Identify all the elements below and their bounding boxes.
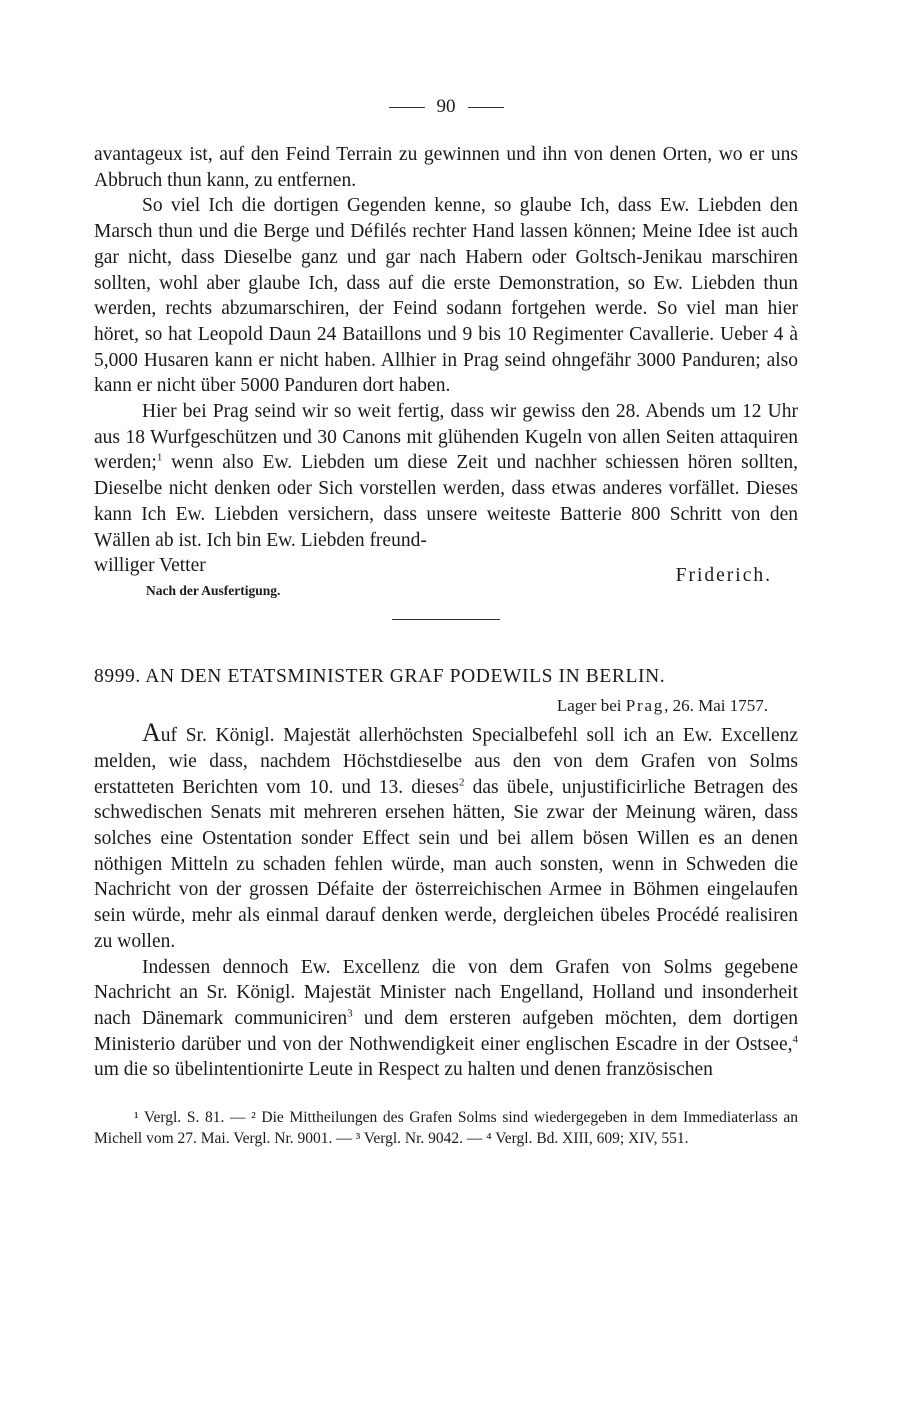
book-page — [94, 92, 798, 1149]
closing-block — [94, 553, 798, 605]
footnote-ref-2: 2 — [458, 776, 465, 789]
signature: Friderich. — [675, 565, 772, 587]
letter-paragraph-1-text-b: das übele, unjustificirliche Betragen des schwedischen Senats mit mehreren ersehen hätten, Sie zwar der Meinung wären, dass solches eine Ostentation sonder Effect sein und bei allem bösen Willen es an denen nöthigen Mitteln zu schaden fehlen würde, man auch sonsten, wenn in Schweden die Nachricht von der grossen Défaite der österreichischen Armee in Böhmen eingelaufen sein würde, mehr als einmal darauf denken werde, dergleichen übeles Procédé realisiren zu wollen. — [94, 776, 798, 952]
footnotes — [94, 1107, 798, 1149]
closing-text: williger Vetter — [94, 555, 206, 577]
footnote-ref-1: 1 — [156, 451, 163, 464]
dateline-prefix: Lager bei — [556, 696, 626, 716]
letter-paragraph-2-text-a: Indessen dennoch Ew. Excellenz die von dem Grafen von Solms gegebene Nachricht an Sr. Königl. Majestät Minister nach Engelland, Holland und insonderheit nach Dänemark communiciren — [94, 956, 798, 1029]
paragraph-3 — [94, 399, 798, 553]
letter-paragraph-2-text-c: um die so übelintentionirte Leute in Respect zu halten und denen französischen — [94, 1059, 713, 1081]
section-divider — [392, 619, 500, 620]
letter-heading: 8999. AN DEN ETATSMINISTER GRAF PODEWILS IN BERLIN. — [94, 666, 666, 688]
letter-paragraph-2-text-b: und dem ersteren aufgeben möchten, dem dortigen Ministerio darüber und von der Nothwendigkeit einer englischen Escadre in der Ostsee, — [94, 1007, 798, 1055]
footnote-ref-4: 4 — [792, 1033, 798, 1046]
page-number: 90 — [436, 96, 456, 117]
paragraph-2: So viel Ich die dortigen Gegenden kenne, so glaube Ich, dass Ew. Liebden den Marsch thun und die Berge und Défilés rechter Hand lassen können; Meine Idee ist auch gar nicht, dass Dieselbe ganz und gar nach Habern oder Goltsch-Jenikau marschiren sollten, wohl aber glaube Ich, dass auf die erste Demonstration, so Ew. Liebden thun werden, rechts abzumarschiren, der Feind sodann fortgehen werde. So viel man hier höret, so hat Leopold Daun 24 Bataillons und 9 bis 10 Regimenter Cavallerie. Ueber 4 à 5,000 Husaren kann er nicht haben. Allhier in Prag seind ohngefähr 3000 Panduren; also kann er nicht über 5000 Panduren dort haben. — [94, 195, 798, 397]
header-dash-right — [468, 107, 504, 108]
footnote-ref-3: 3 — [347, 1007, 353, 1020]
footnote-text: ¹ Vergl. S. 81. — ² Die Mittheilungen des Grafen Solms sind wiedergegeben in dem Immediaterlass an Michell vom 27. Mai. Vergl. Nr. 9001. — ³ Vergl. Nr. 9042. — ⁴ Vergl. Bd. XIII, 609; XIV, 551. — [94, 1109, 798, 1148]
letter-paragraph-1 — [94, 720, 798, 954]
dateline-date: , 26. Mai 1757. — [664, 696, 768, 716]
dateline-place: Prag — [625, 696, 665, 716]
source-note: Nach der Ausfertigung. — [146, 583, 281, 599]
header-dash-left — [389, 107, 425, 108]
drop-cap: A — [142, 718, 161, 748]
letter-dateline — [94, 696, 798, 716]
page-number-header — [94, 92, 798, 122]
letter-continuation — [94, 142, 798, 605]
paragraph-1: avantageux ist, auf den Feind Terrain zu gewinnen und ihn von denen Orten, wo er uns Abbruch thun kann, zu entfernen. — [94, 144, 798, 191]
letter-paragraph-2 — [94, 955, 798, 1084]
letter-body — [94, 720, 798, 1083]
letter-paragraph-1-text-a: uf Sr. Königl. Majestät allerhöchsten Specialbefehl soll ich an Ew. Excellenz melden, wie dass, nachdem Höchstdieselbe aus den von dem Grafen von Solms erstatteten Berichten vom 10. und 13. dieses — [94, 725, 798, 798]
paragraph-3-text-b: wenn also Ew. Liebden um diese Zeit und nachher schiessen hören sollten, Dieselbe nicht denken oder Sich vorstellen werden, dass etwas anderes vorfället. Dieses kann Ich Ew. Liebden versichern, dass unsere weiteste Batterie 800 Schritt von den Wällen ab ist. Ich bin Ew. Liebden freund- — [94, 452, 798, 551]
paragraph-3-text-a: Hier bei Prag seind wir so weit fertig, dass wir gewiss den 28. Abends um 12 Uhr aus 18 Wurfgeschützen und 30 Canons mit glühenden Kugeln von allen Seiten attaquiren werden; — [94, 401, 798, 474]
